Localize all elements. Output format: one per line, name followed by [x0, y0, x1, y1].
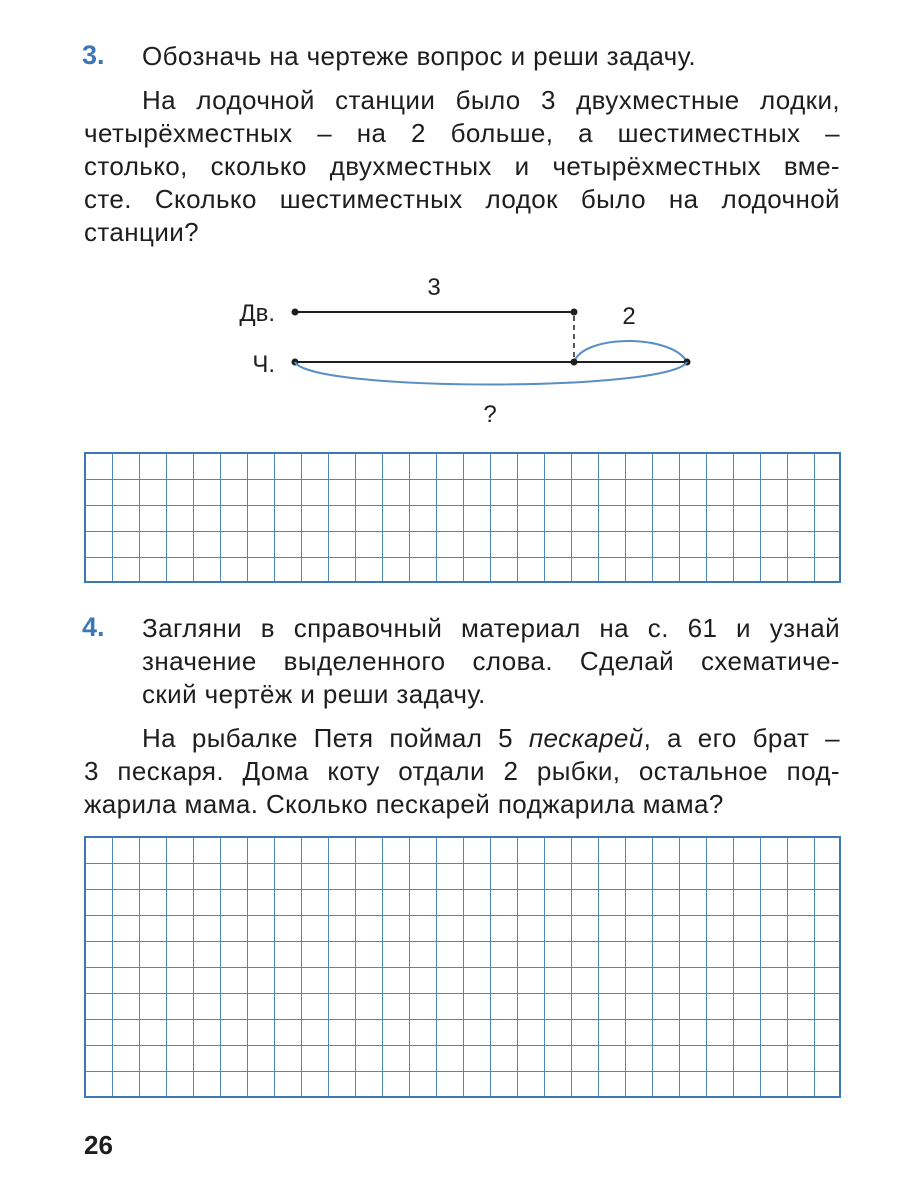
diagram-label-three: 3: [427, 274, 441, 301]
task-3-number: 3.: [82, 40, 105, 70]
task-4-problem-line: 3 пескаря. Дома коту отдали 2 рыбки, остальное под-: [84, 756, 840, 786]
task-3-problem-line: сте. Сколько шестиместных лодок было на лодочной: [84, 184, 840, 214]
task-3-problem-line: столько, сколько двухместных и четырёхместных вме-: [84, 151, 840, 181]
task-3-instruction: [84, 40, 840, 73]
task-4-problem: [84, 722, 840, 821]
task-4-problem-text: На рыбалке Петя поймал 5: [142, 723, 529, 753]
task-4-instruction: [84, 612, 840, 711]
dv-end-point: [571, 309, 578, 316]
dv-start-point: [292, 309, 299, 316]
answer-grid-task-4[interactable]: [84, 836, 841, 1098]
task-4-problem-line: жарила мама. Сколько пескарей поджарила мама?: [84, 789, 724, 819]
extra-arc: [574, 341, 687, 362]
task-3-problem-line: На лодочной станции было 3 двухместные лодки,: [142, 85, 840, 115]
task-3-instruction-line: Обозначь на чертеже вопрос и реши задачу.: [142, 41, 697, 71]
segment-diagram: [220, 262, 720, 437]
task-3-problem-line: станции?: [84, 217, 200, 247]
task-3-problem-line: четырёхместных – на 2 больше, а шестиместных –: [84, 118, 840, 148]
answer-grid-task-3[interactable]: [84, 452, 841, 583]
diagram-label-dv: Дв.: [239, 300, 275, 327]
page-number: 26: [84, 1130, 113, 1160]
task-4-problem-text: , а его брат –: [643, 723, 840, 753]
diagram-label-ch: Ч.: [252, 351, 275, 378]
task-3-problem: [84, 84, 840, 249]
task-4-instruction-line: значение выделенного слова. Сделай схематиче-: [142, 646, 840, 676]
task-4-instruction-line: ский чертёж и реши задачу.: [142, 679, 486, 709]
task-4-problem-line: [84, 722, 840, 755]
ch-mid-point: [571, 359, 578, 366]
total-ellipse-arc: [295, 362, 687, 385]
task-4-number: 4.: [82, 612, 105, 642]
diagram-label-two: 2: [622, 303, 636, 330]
task-4-instruction-line: Загляни в справочный материал на с. 61 и узнай: [142, 613, 840, 643]
diagram-label-question: ?: [483, 401, 497, 428]
highlighted-word: пескарей: [528, 723, 644, 753]
